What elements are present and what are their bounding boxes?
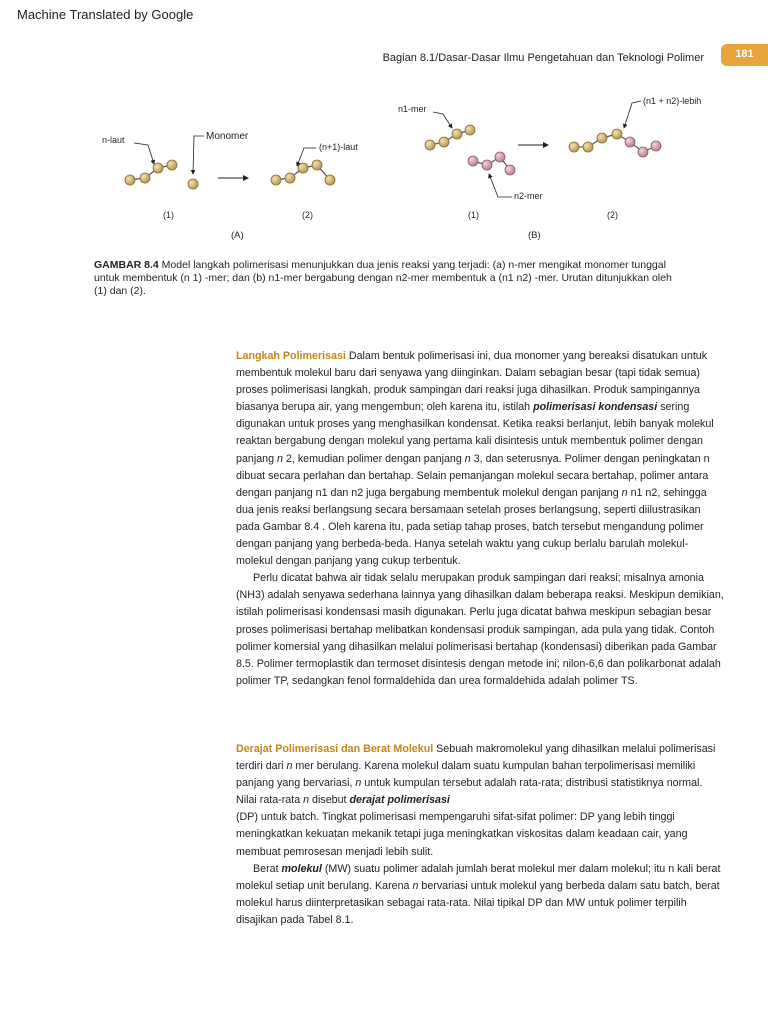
text-run: Sebuah makromolekul yang dihasilkan melalui polimerisasi terdiri dari [236,743,716,773]
paragraph: Perlu dicatat bahwa air tidak selalu merupakan produk sampingan dari reaksi; misalnya amonia (NH3) adalah senyawa sederhana lainnya yang dihasilkan dalam beberapa reaksi. Meskipun demikian, istilah polimerisasi kondensasi masih digunakan. Perlu juga dicatat bahwa meskipun sebagian besar proses polimerisasi bertahap melibatkan kondensasi produk sampingan, ada pula yang tidak. Contoh polimer komersial yang dihasilkan melalui polimerisasi bertahap (kondensasi) diberikan pada Gambar 8.5. Polimer termoplastik dan termoset disintesis dengan metode ini; nilon-6,6 dan polikarbonat adalah polimer TP, sedangkan fenol formaldehida dan urea formaldehida adalah polimer TS. [236,572,724,687]
text-run: 2, kemudian polimer dengan panjang [282,452,465,465]
label-n2-mer: n2-mer [514,191,543,201]
paragraph [236,348,724,570]
n-mer-chain [125,160,177,185]
text-run: 3, dan seterusnya. Polimer dengan peningkatan n dibuat secara perlahan dan bertahap. Selain pemanjangan molekul secara bertahap, polimer antara dengan panjang n1 dan n2 juga bergabung membentuk molekul dengan panjang [236,452,710,499]
panel-b-label: (B) [528,230,541,241]
italic-n: n [303,794,310,807]
step-b-2-label: (2) [607,210,618,220]
text-run: (MW) suatu polimer adalah jumlah berat molekul mer dalam molekul; itu n kali berat molekul setiap unit berulang. Karena [236,862,721,892]
section-step-polymerization [236,348,724,690]
figure-caption [94,259,684,298]
machine-translation-banner: Machine Translated by Google [17,7,194,22]
italic-n: n [464,452,471,465]
italic-n: n [621,486,628,499]
paragraph [236,741,724,861]
italic-n: n [286,760,293,773]
text-run: n1 n2, sehingga dua jenis reaksi berlangsung secara bersamaan setelah proses berlangsung, seperti diilustrasikan pada Gambar 8.4 . Oleh karena itu, pada setiap tahap proses, batch tersebut mengandung polimer dengan panjang yang berbeda-beda. Hanya setelah waktu yang cukup berlalu barulah molekul-molekul dengan panjang yang cukup terbentuk. [236,486,707,568]
label-monomer: Monomer [206,131,249,142]
panel-a-label: (A) [231,230,244,241]
text-run: Berat [253,862,282,875]
label-n1-mer: n1-mer [398,104,427,114]
caption-text: Model langkah polimerisasi menunjukkan dua jenis reaksi yang terjadi: (a) n-mer mengikat monomer tunggal untuk membentuk (n 1) -mer; dan (b) n1-mer bergabung dengan n2-mer membentuk a (n1 n2) -mer. Urutan ditunjukkan oleh (1) dan (2). [94,259,672,297]
text-run: untuk kumpulan tersebut adalah rata-rata; distribusi statistiknya normal. Nilai rata-rata [236,777,703,807]
section-heading: Derajat Polimerisasi dan Berat Molekul [236,743,434,755]
polymerization-figure [90,90,730,250]
text-run: mer berulang. Karena molekul dalam suatu kumpulan bahan terpolimerisasi memiliki panjang yang bervariasi, [236,760,696,790]
step-a-1-label: (1) [163,210,174,220]
text-run: sering digunakan untuk proses yang menghasilkan kondensat. Ketika reaksi berlanjut, lebih banyak molekul reaktan bergabung dengan molekul yang pertama kali disintesis untuk membentuk polimer dengan panjang [236,401,714,465]
text-run: (DP) untuk batch. Tingkat polimerisasi mempengaruhi sifat-sifat polimer: DP yang lebih tinggi meningkatkan kekuatan mekanik tetapi juga meningkatkan viskositas dalam keadaan cair, yang membuat pemrosesan menjadi lebih sulit. [236,811,688,858]
n1-mer-chain [425,125,475,150]
label-n1-plus-n2-lebih: (n1 + n2)-lebih [643,96,702,106]
section-degree-of-polymerization [236,741,724,929]
running-head: Bagian 8.1/Dasar-Dasar Ilmu Pengetahuan dan Teknologi Polimer [382,52,704,64]
step-b-1-label: (1) [468,210,479,220]
n2-mer-chain [468,152,515,175]
page-number-tab: 181 [721,44,768,66]
step-a-2-label: (2) [302,210,313,220]
italic-n: n [277,452,283,465]
monomer-bead [188,179,198,189]
text-run: Dalam bentuk polimerisasi ini, dua monomer yang bereaksi disatukan untuk membentuk molekul baru dari senyawa yang diinginkan. Dalam sebagian besar (tapi tidak semua) proses polimerisasi langkah, produk sampingan dari reaksi juga dihasilkan. Produk sampingannya biasanya berupa air, yang mengembun; oleh karena itu, istilah [236,350,708,414]
n1-plus-n2-mer-chain [569,129,661,157]
term-degree-of-polymerization: derajat polimerisasi [349,794,450,807]
text-run: disebut [309,794,350,807]
n-plus-1-mer-chain [271,160,335,185]
italic-n: n [355,777,362,790]
label-n-laut: n-laut [102,135,125,145]
italic-n: n [412,879,419,892]
text-run: bervariasi untuk molekul yang berbeda dalam satu batch, berat molekul harus diinterpretasikan sebagai rata-rata. Nilai tipikal DP dan MW untuk polimer terpilih disajikan pada Tabel 8.1. [236,879,720,926]
term-condensation: polimerisasi kondensasi [533,401,658,414]
term-molekul: molekul [281,862,322,875]
paragraph [236,861,724,929]
caption-label: GAMBAR 8.4 [94,259,159,271]
label-n-plus-1-laut: (n+1)-laut [319,142,358,152]
section-heading: Langkah Polimerisasi [236,350,346,362]
